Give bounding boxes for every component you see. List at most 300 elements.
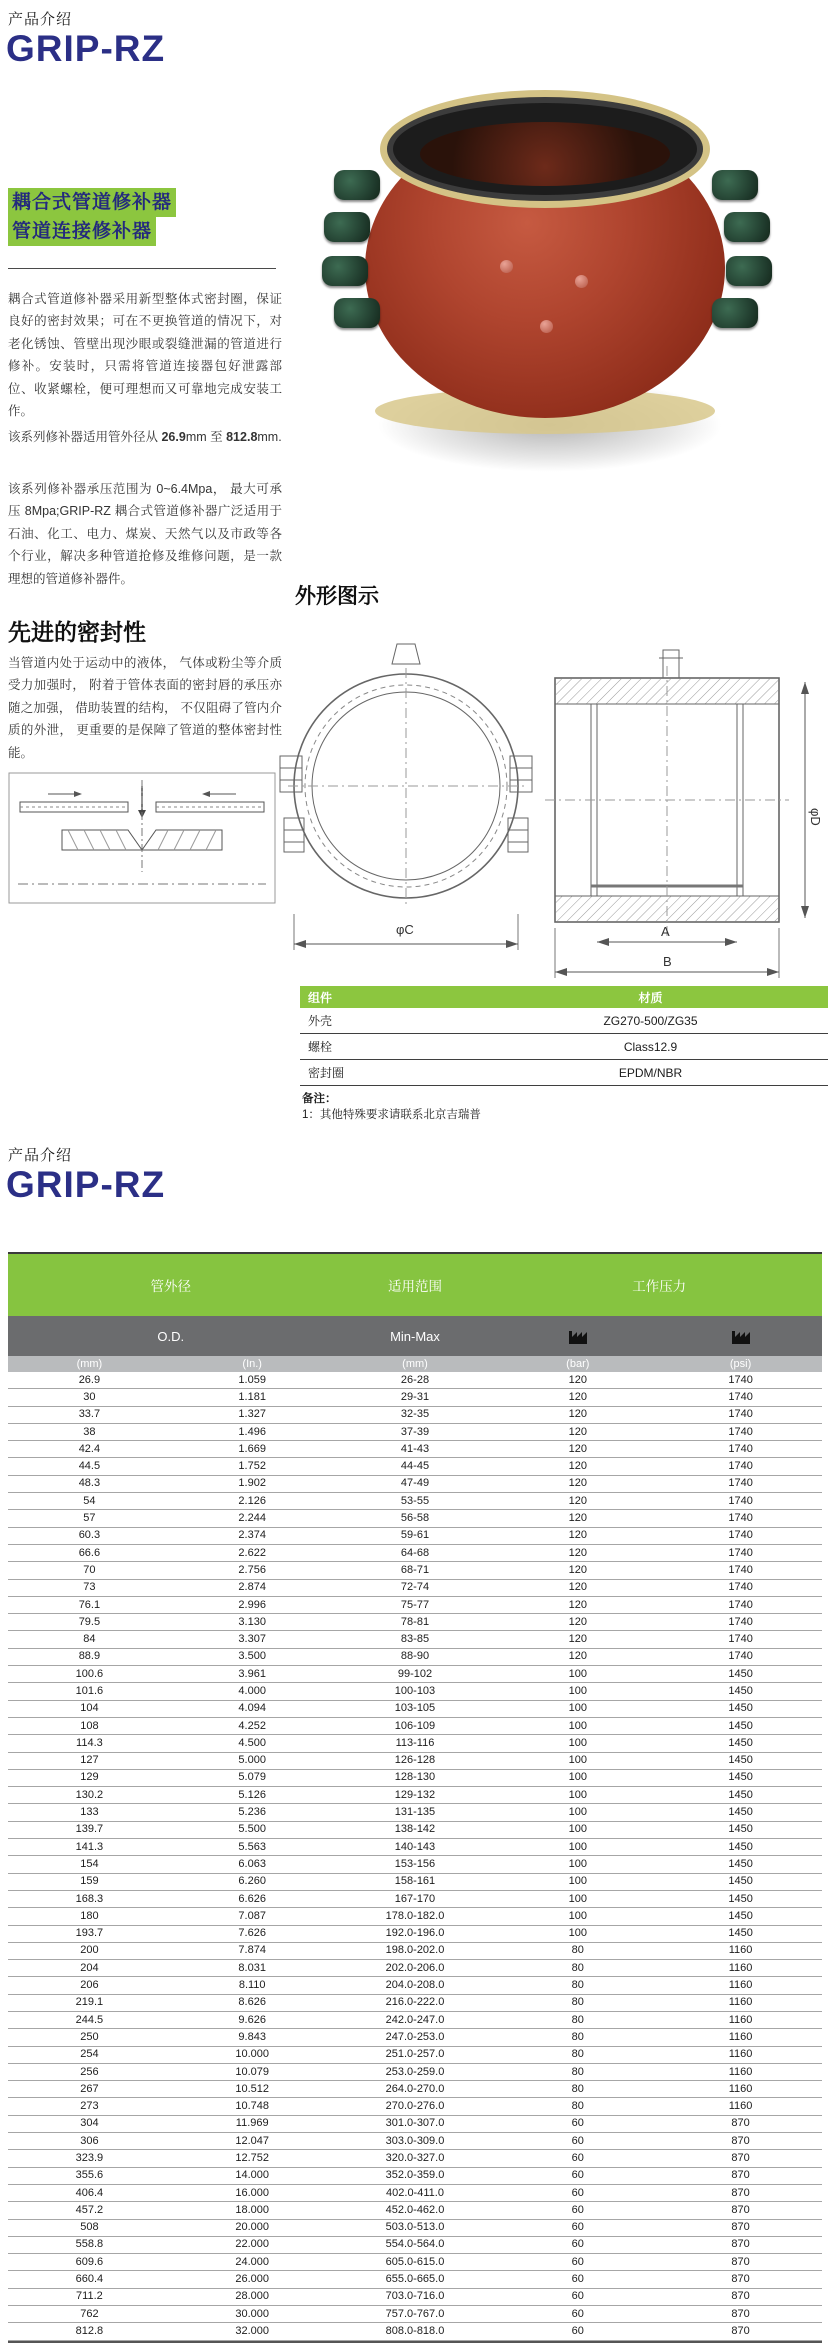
spec-cell: 32-35 bbox=[400, 1408, 430, 1421]
spec-cell: 1.902 bbox=[238, 1477, 266, 1490]
spec-cell: 352.0-359.0 bbox=[385, 2169, 445, 2182]
spec-cell: 870 bbox=[731, 2221, 750, 2234]
spec-cell: 1450 bbox=[728, 1702, 753, 1715]
spec-cell: 303.0-309.0 bbox=[385, 2134, 445, 2147]
spec-cell: 100.6 bbox=[75, 1667, 104, 1680]
spec-cell: 120 bbox=[568, 1442, 587, 1455]
spec-row bbox=[8, 1666, 822, 1683]
spec-cell: 80 bbox=[571, 2048, 584, 2061]
spec-row bbox=[8, 1787, 822, 1804]
spec-row bbox=[8, 1372, 822, 1389]
spec-row bbox=[8, 1770, 822, 1787]
subheader-minmax: Min-Max bbox=[390, 1328, 440, 1344]
product-photo bbox=[300, 70, 800, 500]
spec-cell: 1740 bbox=[728, 1408, 753, 1421]
spec-cell: 60 bbox=[571, 2255, 584, 2268]
spec-cell: 323.9 bbox=[75, 2152, 104, 2164]
bolt-cluster bbox=[334, 298, 380, 328]
spec-cell: 8.110 bbox=[238, 1979, 266, 1992]
spec-row bbox=[8, 1614, 822, 1631]
materials-row bbox=[300, 1060, 828, 1086]
spec-cell: 558.8 bbox=[75, 2238, 104, 2251]
spec-row bbox=[8, 1510, 822, 1527]
spec-cell: 1740 bbox=[728, 1442, 753, 1455]
spec-cell: 56-58 bbox=[400, 1512, 430, 1525]
spec-cell: 83-85 bbox=[400, 1633, 430, 1646]
materials-col-material: 材质 bbox=[638, 990, 663, 1005]
spec-row bbox=[8, 2029, 822, 2046]
spec-cell: 26-28 bbox=[400, 1373, 430, 1386]
spec-cell: 1450 bbox=[728, 1771, 753, 1784]
spec-cell: 1740 bbox=[728, 1581, 753, 1594]
spec-cell: 1740 bbox=[728, 1477, 753, 1490]
spec-cell: 80 bbox=[571, 1996, 584, 2009]
spec-cell: 80 bbox=[571, 1944, 584, 1957]
spec-row bbox=[8, 1389, 822, 1406]
spec-cell: 273 bbox=[80, 2100, 99, 2113]
spec-cell: 120 bbox=[568, 1477, 587, 1490]
bolt-cluster bbox=[322, 256, 368, 286]
spec-cell: 503.0-513.0 bbox=[385, 2221, 445, 2234]
spec-cell: 131-135 bbox=[394, 1806, 436, 1819]
spec-cell: 26.9 bbox=[78, 1373, 101, 1386]
spec-cell: 100 bbox=[568, 1702, 587, 1715]
para2-text: mm. bbox=[257, 430, 282, 444]
spec-cell: 762 bbox=[80, 2307, 99, 2320]
od-min-value: 26.9 bbox=[161, 430, 186, 444]
spec-row bbox=[8, 1441, 822, 1458]
spec-cell: 4.252 bbox=[238, 1719, 266, 1732]
spec-cell: 30.000 bbox=[235, 2307, 270, 2320]
spec-cell: 154 bbox=[80, 1857, 99, 1870]
spec-cell: 1.669 bbox=[238, 1442, 266, 1455]
spec-cell: 1160 bbox=[728, 2065, 753, 2078]
unit-bar: (bar) bbox=[566, 1358, 590, 1370]
spec-cell: 355.6 bbox=[75, 2169, 104, 2182]
spec-cell: 605.0-615.0 bbox=[385, 2255, 445, 2268]
spec-row bbox=[8, 1458, 822, 1475]
materials-row bbox=[300, 1034, 828, 1060]
spec-cell: 1160 bbox=[728, 2013, 753, 2026]
stud bbox=[540, 320, 553, 333]
spec-cell: 60 bbox=[571, 2221, 584, 2234]
spec-cell: 79.5 bbox=[78, 1615, 101, 1628]
spec-row bbox=[8, 2133, 822, 2150]
spec-cell: 100 bbox=[568, 1684, 587, 1697]
spec-cell: 141.3 bbox=[75, 1840, 104, 1853]
spec-cell: 1450 bbox=[728, 1736, 753, 1749]
spec-cell: 1740 bbox=[728, 1460, 753, 1473]
spec-cell: 130.2 bbox=[75, 1788, 104, 1801]
intro-paragraph-1: 耦合式管道修补器采用新型整体式密封圈，保证良好的密封效果；可在不更换管道的情况下，对老化锈蚀、管壁出现沙眼或裂缝泄漏的管道进行修补。安装时，只需将管道连接器包好泄露部位、收紧螺栓，便可理想而又可靠地完成安装工作。 bbox=[8, 292, 282, 419]
spec-cell: 100 bbox=[568, 1875, 587, 1888]
spec-cell: 5.000 bbox=[238, 1754, 266, 1767]
dim-label-phiD: φD bbox=[808, 808, 823, 826]
spec-cell: 870 bbox=[731, 2238, 750, 2251]
spec-cell: 120 bbox=[568, 1598, 587, 1611]
spec-cell: 129-132 bbox=[394, 1788, 436, 1801]
spec-cell: 7.626 bbox=[238, 1927, 266, 1940]
spec-cell: 3.307 bbox=[238, 1633, 266, 1646]
dim-label-B: B bbox=[663, 954, 672, 969]
spec-row bbox=[8, 2289, 822, 2306]
spec-cell: 64-68 bbox=[400, 1546, 430, 1559]
spec-cell: 80 bbox=[571, 1961, 584, 1974]
spec-cell: 100 bbox=[568, 1823, 587, 1836]
spec-cell: 12.752 bbox=[235, 2152, 270, 2164]
spec-row bbox=[8, 1943, 822, 1960]
spec-cell: 1740 bbox=[728, 1425, 753, 1438]
spec-cell: 104 bbox=[80, 1702, 99, 1715]
spec-cell: 757.0-767.0 bbox=[385, 2307, 445, 2320]
spec-cell: 202.0-206.0 bbox=[385, 1961, 445, 1974]
unit-psi: (psi) bbox=[729, 1358, 752, 1370]
group-pressure: 工作压力 bbox=[632, 1279, 687, 1294]
spec-cell: 80 bbox=[571, 2065, 584, 2078]
spec-cell: 59-61 bbox=[400, 1529, 430, 1542]
subheader-od: O.D. bbox=[157, 1328, 185, 1344]
spec-cell: 8.031 bbox=[238, 1961, 266, 1974]
spec-cell: 129 bbox=[80, 1771, 99, 1784]
spec-cell: 452.0-462.0 bbox=[385, 2203, 445, 2216]
spec-cell: 870 bbox=[731, 2324, 750, 2337]
spec-cell: 100 bbox=[568, 1857, 587, 1870]
spec-cell: 200 bbox=[80, 1944, 99, 1957]
spec-cell: 5.563 bbox=[238, 1840, 266, 1853]
spec-cell: 508 bbox=[80, 2221, 99, 2234]
spec-cell: 60 bbox=[571, 2273, 584, 2286]
spec-cell: 120 bbox=[568, 1563, 587, 1576]
spec-cell: 1740 bbox=[728, 1546, 753, 1559]
bolt-cluster bbox=[724, 212, 770, 242]
spec-cell: 2.244 bbox=[238, 1512, 266, 1525]
spec-cell: 812.8 bbox=[75, 2324, 104, 2337]
spec-cell: 870 bbox=[731, 2203, 750, 2216]
spec-table-body bbox=[8, 1372, 822, 2341]
spec-cell: 256 bbox=[80, 2065, 99, 2078]
spec-cell: 4.094 bbox=[238, 1702, 266, 1715]
section2-kicker: 产品介绍 bbox=[8, 1147, 73, 1164]
spec-cell: 870 bbox=[731, 2117, 750, 2130]
spec-cell: 306 bbox=[80, 2134, 99, 2147]
spec-row bbox=[8, 1839, 822, 1856]
spec-cell: 6.260 bbox=[238, 1875, 266, 1888]
spec-cell: 28.000 bbox=[235, 2290, 270, 2303]
spec-cell: 30 bbox=[83, 1390, 96, 1403]
spec-cell: 1740 bbox=[728, 1512, 753, 1525]
spec-cell: 1450 bbox=[728, 1806, 753, 1819]
spec-row bbox=[8, 1960, 822, 1977]
spec-cell: 159 bbox=[80, 1875, 99, 1888]
spec-cell: 60.3 bbox=[78, 1529, 101, 1542]
product-name-line2: 管道连接修补器 bbox=[8, 217, 156, 246]
spec-cell: 80 bbox=[571, 2030, 584, 2043]
spec-cell: 1160 bbox=[728, 1996, 753, 2009]
spec-cell: 1.059 bbox=[238, 1373, 266, 1386]
dim-label-phiC: φC bbox=[396, 922, 414, 937]
spec-cell: 1450 bbox=[728, 1719, 753, 1732]
spec-cell: 72-74 bbox=[400, 1581, 430, 1594]
spec-cell: 22.000 bbox=[235, 2238, 270, 2251]
spec-row bbox=[8, 1545, 822, 1562]
spec-cell: 138-142 bbox=[394, 1823, 436, 1836]
spec-cell: 168.3 bbox=[75, 1892, 104, 1905]
spec-cell: 1740 bbox=[728, 1494, 753, 1507]
spec-cell: 32.000 bbox=[235, 2324, 270, 2337]
spec-cell: 127 bbox=[80, 1754, 99, 1767]
seal-principle-diagram bbox=[8, 772, 276, 904]
spec-table-units bbox=[8, 1356, 822, 1372]
spec-cell: 120 bbox=[568, 1581, 587, 1594]
spec-cell: 660.4 bbox=[75, 2273, 104, 2286]
spec-cell: 48.3 bbox=[78, 1477, 101, 1490]
spec-cell: 2.374 bbox=[238, 1529, 266, 1542]
spec-cell: 2.756 bbox=[238, 1563, 266, 1576]
spec-cell: 37-39 bbox=[400, 1425, 430, 1438]
spec-cell: 120 bbox=[568, 1650, 587, 1663]
spec-cell: 244.5 bbox=[75, 2013, 104, 2026]
spec-cell: 10.079 bbox=[235, 2065, 270, 2078]
spec-row bbox=[8, 1804, 822, 1821]
spec-cell: 251.0-257.0 bbox=[385, 2048, 445, 2061]
spec-cell: 140-143 bbox=[394, 1840, 436, 1853]
spec-cell: 5.236 bbox=[238, 1806, 266, 1819]
intro-paragraph-2 bbox=[8, 426, 282, 448]
spec-cell: 1450 bbox=[728, 1684, 753, 1697]
spec-cell: 7.087 bbox=[238, 1909, 266, 1922]
spec-cell: 60 bbox=[571, 2117, 584, 2130]
spec-cell: 120 bbox=[568, 1546, 587, 1559]
spec-cell: 655.0-665.0 bbox=[385, 2273, 445, 2286]
product-name-line1: 耦合式管道修补器 bbox=[8, 188, 176, 217]
spec-row bbox=[8, 1753, 822, 1770]
spec-cell: 76.1 bbox=[78, 1598, 101, 1611]
spec-cell: 242.0-247.0 bbox=[385, 2013, 445, 2026]
spec-cell: 1450 bbox=[728, 1823, 753, 1836]
spec-cell: 198.0-202.0 bbox=[385, 1944, 445, 1957]
spec-cell: 100 bbox=[568, 1840, 587, 1853]
spec-row bbox=[8, 1580, 822, 1597]
spec-cell: 1160 bbox=[728, 1979, 753, 1992]
spec-cell: 42.4 bbox=[78, 1442, 101, 1455]
spec-cell: 1.327 bbox=[238, 1408, 266, 1421]
spec-table-subheader bbox=[8, 1316, 822, 1356]
spec-row bbox=[8, 1856, 822, 1873]
dim-label-A: A bbox=[661, 924, 670, 939]
spec-cell: 100-103 bbox=[394, 1684, 436, 1697]
spec-row bbox=[8, 2150, 822, 2167]
spec-table-group-header bbox=[8, 1254, 822, 1316]
spec-cell: 267 bbox=[80, 2082, 99, 2095]
spec-cell: 126-128 bbox=[394, 1754, 436, 1767]
spec-cell: 870 bbox=[731, 2134, 750, 2147]
spec-cell: 1450 bbox=[728, 1754, 753, 1767]
spec-cell: 2.874 bbox=[238, 1581, 266, 1594]
spec-cell: 60 bbox=[571, 2134, 584, 2147]
spec-cell: 204.0-208.0 bbox=[385, 1979, 445, 1992]
note-label: 备注： bbox=[302, 1093, 337, 1105]
spec-row bbox=[8, 1735, 822, 1752]
spec-cell: 12.047 bbox=[235, 2134, 270, 2147]
spec-cell: 1450 bbox=[728, 1667, 753, 1680]
pressure-icon bbox=[496, 1326, 659, 1346]
para2-text: 该系列修补器适用管外径从 bbox=[8, 430, 162, 444]
spec-cell: 2.126 bbox=[238, 1494, 266, 1507]
component-cell: 螺栓 bbox=[308, 1040, 333, 1054]
spec-row bbox=[8, 2012, 822, 2029]
spec-cell: 6.626 bbox=[238, 1892, 266, 1905]
unit-mm: (mm) bbox=[76, 1358, 103, 1370]
spec-cell: 167-170 bbox=[394, 1892, 436, 1905]
spec-cell: 1450 bbox=[728, 1857, 753, 1870]
spec-cell: 120 bbox=[568, 1512, 587, 1525]
spec-cell: 100 bbox=[568, 1927, 587, 1940]
spec-cell: 1.752 bbox=[238, 1460, 266, 1473]
spec-cell: 54 bbox=[83, 1494, 96, 1507]
spec-cell: 10.000 bbox=[235, 2048, 270, 2061]
unit-range-mm: (mm) bbox=[402, 1358, 428, 1370]
spec-cell: 80 bbox=[571, 1979, 584, 1992]
spec-cell: 4.500 bbox=[238, 1736, 266, 1749]
spec-row bbox=[8, 2237, 822, 2254]
spec-row bbox=[8, 1407, 822, 1424]
spec-cell: 158-161 bbox=[394, 1875, 436, 1888]
spec-cell: 38 bbox=[83, 1425, 96, 1438]
spec-cell: 204 bbox=[80, 1961, 99, 1974]
bolt-cluster bbox=[726, 256, 772, 286]
spec-cell: 68-71 bbox=[400, 1563, 430, 1576]
spec-cell: 1450 bbox=[728, 1875, 753, 1888]
spec-cell: 70 bbox=[83, 1563, 96, 1576]
spec-cell: 80 bbox=[571, 2100, 584, 2113]
spec-cell: 66.6 bbox=[78, 1546, 101, 1559]
spec-cell: 60 bbox=[571, 2238, 584, 2251]
spec-row bbox=[8, 2306, 822, 2323]
spec-cell: 113-116 bbox=[395, 1736, 435, 1749]
unit-in: (In.) bbox=[242, 1358, 262, 1370]
spec-cell: 870 bbox=[731, 2255, 750, 2268]
spec-cell: 10.748 bbox=[235, 2100, 270, 2113]
spec-cell: 100 bbox=[568, 1719, 587, 1732]
spec-cell: 870 bbox=[731, 2169, 750, 2182]
spec-cell: 120 bbox=[568, 1373, 587, 1386]
materials-table-header bbox=[300, 986, 828, 1008]
spec-row bbox=[8, 2064, 822, 2081]
spec-cell: 5.500 bbox=[238, 1823, 266, 1836]
material-cell: EPDM/NBR bbox=[618, 1065, 683, 1080]
spec-cell: 406.4 bbox=[75, 2186, 104, 2199]
spec-cell: 1160 bbox=[728, 1944, 753, 1957]
stud bbox=[575, 275, 588, 288]
seal-paragraph: 当管道内处于运动中的液体， 气体或粉尘等介质受力加强时， 附着于管体表面的密封唇的承压亦随之加强， 借助装置的结构， 不仅阻碍了管内介质的外泄， 更重要的是保障了管道的整体密封性能。 bbox=[8, 656, 282, 760]
coupling-gasket bbox=[420, 122, 670, 186]
spec-row bbox=[8, 2220, 822, 2237]
spec-row bbox=[8, 2116, 822, 2133]
spec-cell: 192.0-196.0 bbox=[385, 1927, 445, 1940]
spec-cell: 304 bbox=[80, 2117, 99, 2130]
spec-cell: 60 bbox=[571, 2290, 584, 2303]
spec-cell: 8.626 bbox=[238, 1996, 266, 2009]
group-range: 适用范围 bbox=[387, 1279, 442, 1294]
spec-cell: 16.000 bbox=[235, 2186, 270, 2199]
od-max-value: 812.8 bbox=[226, 430, 258, 444]
spec-cell: 10.512 bbox=[235, 2082, 270, 2095]
brand-title: GRIP-RZ bbox=[6, 28, 166, 69]
spec-cell: 219.1 bbox=[75, 1996, 104, 2009]
spec-cell: 250 bbox=[80, 2030, 99, 2043]
spec-row bbox=[8, 1908, 822, 1925]
spec-cell: 103-105 bbox=[394, 1702, 436, 1715]
side-view-drawing bbox=[535, 636, 825, 996]
spec-cell: 60 bbox=[571, 2203, 584, 2216]
brand-title-2: GRIP-RZ bbox=[6, 1164, 166, 1205]
spec-cell: 216.0-222.0 bbox=[385, 1996, 445, 2009]
spec-row bbox=[8, 2098, 822, 2115]
spec-cell: 139.7 bbox=[75, 1823, 104, 1836]
spec-row bbox=[8, 1926, 822, 1943]
spec-cell: 80 bbox=[571, 2082, 584, 2095]
spec-cell: 1450 bbox=[728, 1840, 753, 1853]
spec-cell: 180 bbox=[80, 1909, 99, 1922]
spec-cell: 100 bbox=[568, 1909, 587, 1922]
spec-cell: 120 bbox=[568, 1390, 587, 1403]
spec-cell: 153-156 bbox=[394, 1857, 436, 1870]
spec-cell: 1450 bbox=[728, 1909, 753, 1922]
spec-cell: 100 bbox=[568, 1771, 587, 1784]
spec-cell: 60 bbox=[571, 2186, 584, 2199]
spec-row bbox=[8, 1977, 822, 1994]
spec-cell: 270.0-276.0 bbox=[385, 2100, 445, 2113]
bolt-cluster bbox=[324, 212, 370, 242]
spec-cell: 402.0-411.0 bbox=[386, 2186, 444, 2199]
spec-cell: 100 bbox=[568, 1806, 587, 1819]
spec-cell: 1740 bbox=[728, 1529, 753, 1542]
spec-row bbox=[8, 1649, 822, 1666]
spec-cell: 178.0-182.0 bbox=[385, 1909, 445, 1922]
spec-cell: 33.7 bbox=[78, 1408, 101, 1421]
spec-cell: 57 bbox=[83, 1512, 96, 1525]
spec-cell: 870 bbox=[731, 2273, 750, 2286]
spec-cell: 2.996 bbox=[238, 1598, 266, 1611]
spec-cell: 24.000 bbox=[235, 2255, 270, 2268]
spec-cell: 120 bbox=[568, 1633, 587, 1646]
spec-cell: 3.130 bbox=[238, 1615, 266, 1628]
stud bbox=[500, 260, 513, 273]
outline-heading: 外形图示 bbox=[295, 585, 379, 608]
materials-row bbox=[300, 1008, 828, 1034]
spec-cell: 870 bbox=[731, 2290, 750, 2303]
spec-cell: 6.063 bbox=[238, 1857, 266, 1870]
spec-cell: 554.0-564.0 bbox=[385, 2238, 445, 2251]
spec-cell: 133 bbox=[80, 1806, 99, 1819]
spec-cell: 5.126 bbox=[238, 1788, 266, 1801]
spec-cell: 2.622 bbox=[238, 1546, 266, 1559]
spec-row bbox=[8, 1493, 822, 1510]
spec-cell: 1740 bbox=[728, 1650, 753, 1663]
spec-cell: 808.0-818.0 bbox=[385, 2324, 445, 2337]
spec-cell: 80 bbox=[571, 2013, 584, 2026]
divider bbox=[8, 268, 276, 269]
spec-row bbox=[8, 1631, 822, 1648]
pressure-icon bbox=[659, 1326, 822, 1346]
spec-row bbox=[8, 1891, 822, 1908]
spec-cell: 9.843 bbox=[238, 2030, 266, 2043]
spec-cell: 78-81 bbox=[400, 1615, 430, 1628]
spec-cell: 1160 bbox=[728, 2100, 753, 2113]
spec-cell: 100 bbox=[568, 1754, 587, 1767]
component-cell: 外壳 bbox=[308, 1014, 333, 1028]
spec-cell: 120 bbox=[568, 1425, 587, 1438]
